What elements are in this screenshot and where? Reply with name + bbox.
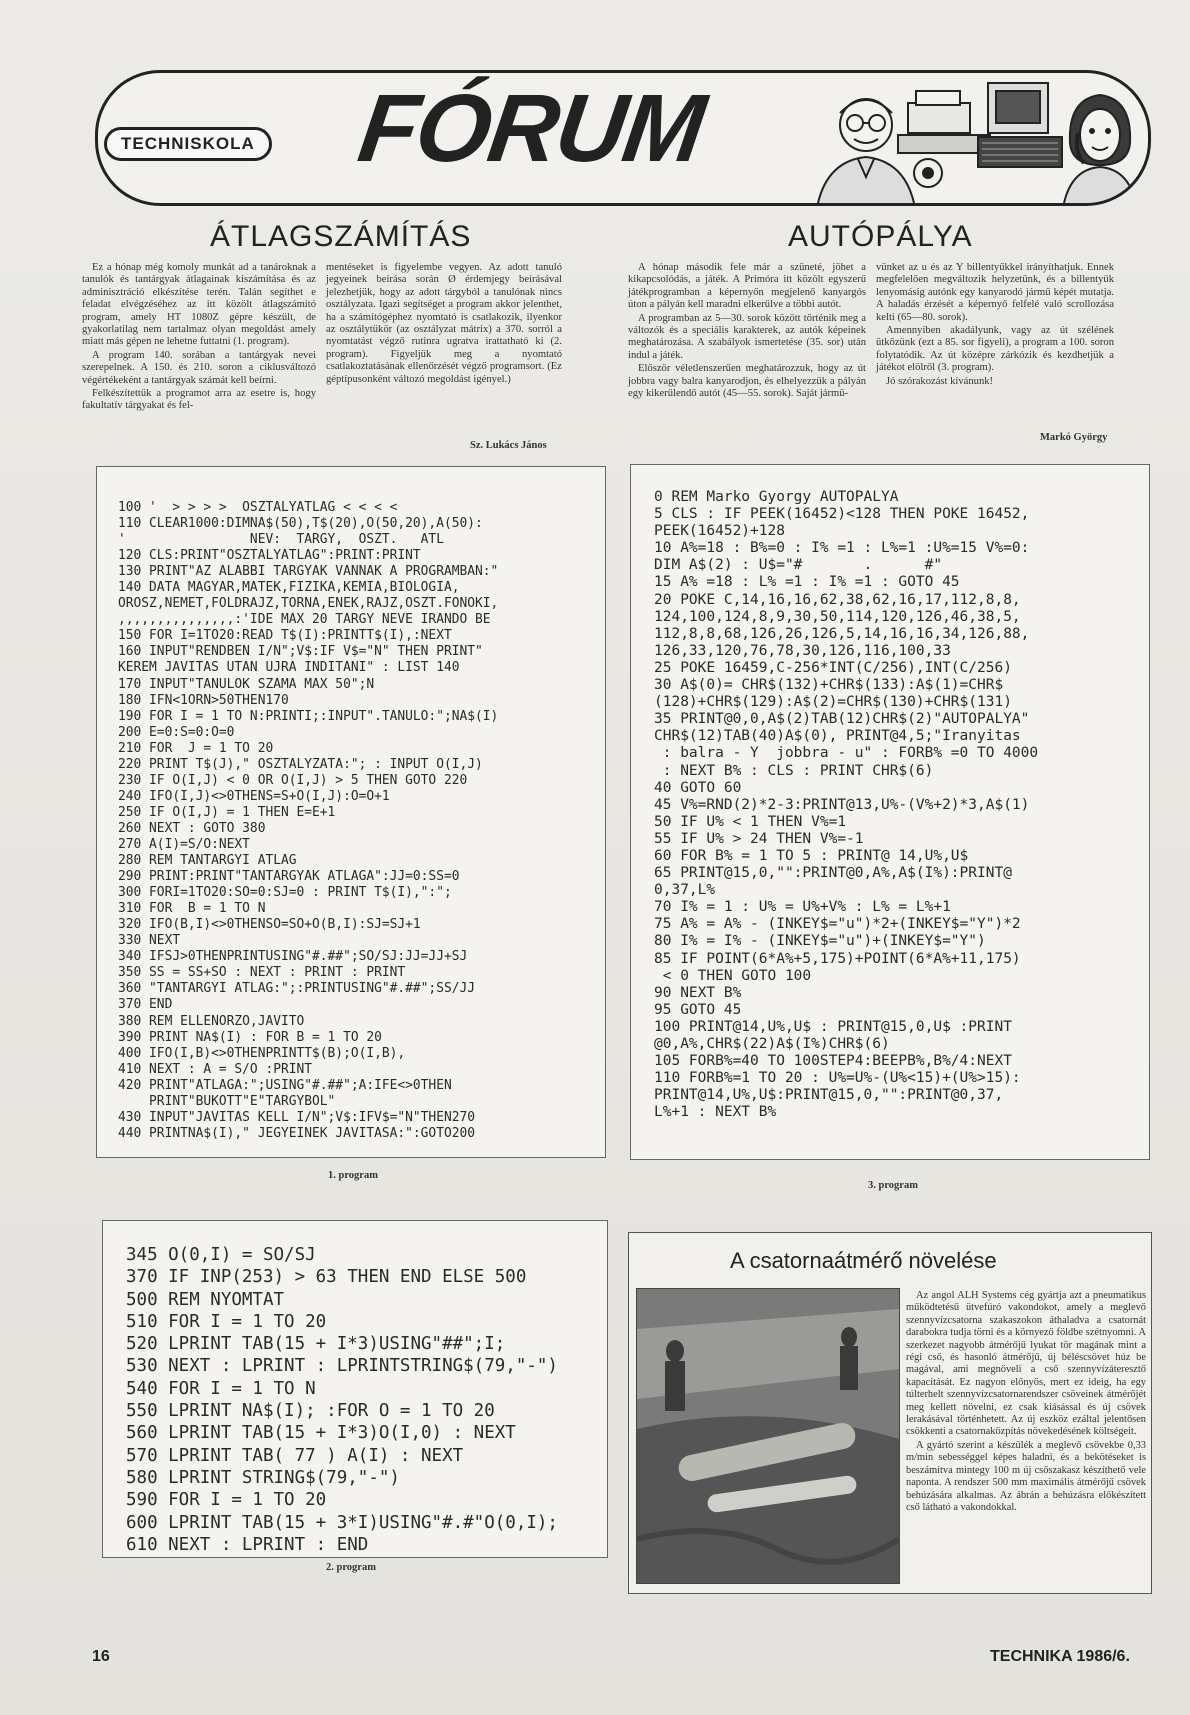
code-line: 420 PRINT"ATLAGA:";USING"#.##";A:IFE<>0THEN xyxy=(118,1077,452,1093)
news-paragraph: Az angol ALH Systems cég gyártja azt a pneumatikus működtetésű ütvefúró vakondokot, amely a meglevő szennyvízcsatorna szakaszokon áthaladva a csatornát darabokra tudja törni és a környező földbe szétnyomni. A szerkezet nagyobb átmérőjű lyukat tör magának mint a régi cső, és hasonló átmérőjű, új béléscsövet húz be magával, ami megnöveli a cső szennyvízáteresztő kapacitását. Ez nagyon előnyös, mert ez ideig, ha egy túlterhelt szennyvízcsatornarendszer csöveinek átmérőjét meg kellett növelni, ez csak kiásással és új csövek lerakásával történhetett. Az új eszköz ezáltal jelentősen csökkenti a csatornaközpítás növekedésének költségeit. xyxy=(906,1290,1146,1438)
forum-title: FÓRUM xyxy=(352,75,710,182)
code-line: PEEK(16452)+128 xyxy=(654,523,785,540)
code-line: 50 IF U% < 1 THEN V%=1 xyxy=(654,813,847,830)
code-line: : balra - Y jobbra - u" : FORB% =0 TO 4000 xyxy=(654,745,1039,762)
code-line: 345 O(0,I) = SO/SJ xyxy=(126,1245,316,1265)
program-3-code xyxy=(654,490,1038,1122)
code-line: 610 NEXT : LPRINT : END xyxy=(126,1534,369,1555)
code-line: 350 SS = SS+SO : NEXT : PRINT : PRINT xyxy=(118,965,406,981)
news-photo xyxy=(636,1288,900,1584)
atlag-signature: Sz. Lukács János xyxy=(470,440,547,451)
code-line: 160 INPUT"RENDBEN I/N";V$:IF V$="N" THEN PRINT" xyxy=(118,644,483,660)
program-2-code xyxy=(126,1247,558,1559)
code-line: 110 FORB%=1 TO 20 : U%=U%-(U%<15)+(U%>15): xyxy=(654,1070,1021,1087)
autopalya-paragraph: Jó szórakozást kívánunk! xyxy=(886,375,994,387)
code-line: : NEXT B% : CLS : PRINT CHR$(6) xyxy=(654,762,934,779)
page-number: 16 xyxy=(92,1648,110,1665)
code-line: 260 NEXT : GOTO 380 xyxy=(118,820,266,836)
code-line: 300 FORI=1TO20:SO=0:SJ=0 : PRINT T$(I),":"; xyxy=(118,885,452,901)
autopalya-paragraph: Először véletlenszerűen meghatározzuk, hogy az út jobbra vagy balra kanyarodjon, és elhelyezzük a pályán egy kikerülendő autót (45—55. sorok). Saját jármű- xyxy=(628,363,866,400)
code-line: 40 GOTO 60 xyxy=(654,779,742,796)
news-paragraph: A gyártó szerint a készülék a meglevő csövekbe 0,33 m/min sebességgel képes haladni, és a bekötéseket is beszámítva mintegy 100 m új csőszakasz készíthető vele naponta. A rendszer 500 mm maximális átmérőjű csövek behúzására alkalmas. Az ábrán a behúzásra előkészített cső látható a vakondokkal. xyxy=(906,1439,1146,1513)
code-line: 270 A(I)=S/O:NEXT xyxy=(118,836,250,852)
code-line: 5 CLS : IF PEEK(16452)<128 THEN POKE 16452, xyxy=(654,506,1030,523)
code-line: 370 END xyxy=(118,997,173,1013)
code-line: 400 IFO(I,B)<>0THENPRINTT$(B);O(I,B), xyxy=(118,1045,406,1061)
code-line: 112,8,8,68,126,26,126,5,14,16,16,34,126,88, xyxy=(654,625,1030,642)
atlag-column-2 xyxy=(326,262,562,387)
code-line: 90 NEXT B% xyxy=(654,984,742,1001)
code-line: 100 PRINT@14,U%,U$ : PRINT@15,0,U$ :PRINT xyxy=(654,1018,1012,1035)
code-line: 430 INPUT"JAVITAS KELL I/N";V$:IFV$="N"THEN270 xyxy=(118,1109,475,1125)
code-line: 35 PRINT@0,0,A$(2)TAB(12)CHR$(2)"AUTOPALYA" xyxy=(654,711,1030,728)
program-1-code xyxy=(118,502,498,1144)
autopalya-heading: AUTÓPÁLYA xyxy=(788,220,973,253)
autopalya-paragraph: Amennyiben akadályunk, vagy az út szélének ütközünk (ezt a 85. sor figyeli), a program a 100. soron folytatódik. Az út középre zárkózik és kezdhetjük a játékot elölről (3. program). xyxy=(876,325,1114,374)
autopalya-paragraph: vünket az u és az Y billentyűkkel irányíthatjuk. Ennek megfelelően megváltozik helyzetünk, és a billentyűk lenyomásig autónk egy kanyarodó jármű képét mutatja. A haladás érzését a képernyő felfelé való scrollozása kelti (65—80. sorok). xyxy=(876,262,1114,323)
code-line: 540 FOR I = 1 TO N xyxy=(126,1378,316,1399)
code-line: 340 IFSJ>0THENPRINTUSING"#.##";SO/SJ:JJ=JJ+SJ xyxy=(118,949,468,965)
code-line: 320 IFO(B,I)<>0THENSO=SO+O(B,I):SJ=SJ+1 xyxy=(118,917,421,933)
autopalya-paragraph: A hónap második fele már a szüneté, jöhet a kikapcsolódás, a játék. A Primóra itt közölt egyszerű játékprogramban a képernyőn megjelenő kanyargós úton a pályán kell maradni elkerülve a többi autót. xyxy=(628,262,866,311)
pipe-mole-photo xyxy=(637,1289,899,1583)
techniskola-badge: TECHNISKOLA xyxy=(104,127,272,161)
code-line: 105 FORB%=40 TO 100STEP4:BEEPB%,B%/4:NEXT xyxy=(654,1053,1012,1070)
code-line: 240 IFO(I,J)<>0THENS=S+O(I,J):O=O+1 xyxy=(118,788,390,804)
code-line: 120 CLS:PRINT"OSZTALYATLAG":PRINT:PRINT xyxy=(118,548,421,564)
code-line: 510 FOR I = 1 TO 20 xyxy=(126,1311,327,1332)
code-line: 310 FOR B = 1 TO N xyxy=(118,901,266,917)
code-line: L%+1 : NEXT B% xyxy=(654,1104,777,1121)
code-line: 410 NEXT : A = S/O :PRINT xyxy=(118,1061,313,1077)
code-line: KEREM JAVITAS UTAN UJRA INDITANI" : LIST 140 xyxy=(118,660,460,676)
code-line: PRINT@14,U%,U$:PRINT@15,0,"":PRINT@0,37, xyxy=(654,1087,1004,1104)
code-line: (128)+CHR$(129):A$(2)=CHR$(130)+CHR$(131) xyxy=(654,694,1012,711)
code-line: 75 A% = A% - (INKEY$="u")*2+(INKEY$="Y")*2 xyxy=(654,916,1021,933)
code-line: 500 REM NYOMTAT xyxy=(126,1289,285,1310)
news-title: A csatornaátmérő növelése xyxy=(730,1248,997,1273)
atlag-paragraph: Felkészítettük a programot arra az esetre is, hogy fakultatív tárgyakat és fel- xyxy=(82,388,316,412)
atlag-paragraph: mentéseket is figyelembe vegyen. Az adott tanuló jegyeinek beírása során Ø érdemjegy beírásával jelezhetjük, hogy az adott tárgyból a tanulónak nincs osztályzata. Igazi segítséget a program akkor jelenthet, ha a számítógéphez nyomtató is csatlakozik, ilyenkor az osztálytükör (az osztályzat mátrix) a 370. sorról a nyomtatást végző rutinra ugratva irattatható ki (2. program). Figyeljük meg a nyomtató csatlakoztatásának ellenőrzését végző programsort. (Ez géptípusonként változó megoldást igényel.) xyxy=(326,262,562,385)
code-line: 280 REM TANTARGYI ATLAG xyxy=(118,853,297,869)
program-2-caption: 2. program xyxy=(326,1562,376,1573)
code-line: 390 PRINT NA$(I) : FOR B = 1 TO 20 xyxy=(118,1029,382,1045)
code-line: 520 LPRINT TAB(15 + I*3)USING"##";I; xyxy=(126,1334,506,1355)
code-line: 140 DATA MAGYAR,MATEK,FIZIKA,KEMIA,BIOLOGIA, xyxy=(118,580,460,596)
code-line: 25 POKE 16459,C-256*INT(C/256),INT(C/256) xyxy=(654,659,1012,676)
code-line: 0 REM Marko Gyorgy AUTOPALYA xyxy=(654,489,899,505)
code-line: 10 A%=18 : B%=0 : I% =1 : L%=1 :U%=15 V%=0: xyxy=(654,540,1030,557)
code-line: 45 V%=RND(2)*2-3:PRINT@13,U%-(V%+2)*3,A$(1) xyxy=(654,796,1030,813)
code-line: 124,100,124,8,9,30,50,114,120,126,46,38,5, xyxy=(654,608,1021,625)
code-line: 100 ' > > > > OSZTALYATLAG < < < < xyxy=(118,500,398,515)
autopalya-signature: Markó György xyxy=(1040,432,1108,443)
code-line: ,,,,,,,,,,,,,,,:'IDE MAX 20 TARGY NEVE IRANDO BE xyxy=(118,612,491,628)
code-line: 130 PRINT"AZ ALABBI TARGYAK VANNAK A PROGRAMBAN:" xyxy=(118,564,499,580)
code-line: 95 GOTO 45 xyxy=(654,1001,742,1018)
code-line: 230 IF O(I,J) < 0 OR O(I,J) > 5 THEN GOTO 220 xyxy=(118,772,468,788)
code-line: 126,33,120,76,78,30,126,116,100,33 xyxy=(654,642,951,659)
code-line: 440 PRINTNA$(I)," JEGYEINEK JAVITASA:":GOTO200 xyxy=(118,1125,475,1141)
code-line: 170 INPUT"TANULOK SZAMA MAX 50";N xyxy=(118,676,375,692)
code-line: 85 IF POINT(6*A%+5,175)+POINT(6*A%+11,175) xyxy=(654,950,1021,967)
code-line: OROSZ,NEMET,FOLDRAJZ,TORNA,ENEK,RAJZ,OSZT.FONOKI, xyxy=(118,596,499,612)
code-line: 80 I% = I% - (INKEY$="u")+(INKEY$="Y") xyxy=(654,933,986,950)
code-line: < 0 THEN GOTO 100 xyxy=(654,967,812,984)
forum-masthead xyxy=(95,70,1151,206)
magazine-issue: TECHNIKA 1986/6. xyxy=(990,1648,1130,1665)
code-line: 30 A$(0)= CHR$(132)+CHR$(133):A$(1)=CHR$ xyxy=(654,677,1004,694)
code-line: 180 IFN<1ORN>50THEN170 xyxy=(118,692,289,708)
code-line: 60 FOR B% = 1 TO 5 : PRINT@ 14,U%,U$ xyxy=(654,847,969,864)
code-line: 65 PRINT@15,0,"":PRINT@0,A%,A$(I%):PRINT@ xyxy=(654,865,1012,882)
code-line: 250 IF O(I,J) = 1 THEN E=E+1 xyxy=(118,804,336,820)
code-line: 210 FOR J = 1 TO 20 xyxy=(118,740,274,756)
code-line: @0,A%,CHR$(22)A$(I%)CHR$(6) xyxy=(654,1036,890,1052)
program-1-caption: 1. program xyxy=(328,1170,378,1181)
code-line: 55 IF U% > 24 THEN V%=-1 xyxy=(654,830,864,847)
code-line: 0,37,L% xyxy=(654,882,716,899)
code-line: 600 LPRINT TAB(15 + 3*I)USING"#.#"O(0,I); xyxy=(126,1512,558,1533)
computer-users-illustration xyxy=(788,73,1143,203)
code-line: 370 IF INP(253) > 63 THEN END ELSE 500 xyxy=(126,1267,527,1288)
autopalya-paragraph: A programban az 5—30. sorok között történik meg a változók és a speciális karakterek, az autók képeinek meghatározása. A szabályok ismertetése (35. sor) után indul a játék. xyxy=(628,312,866,361)
code-line: 150 FOR I=1TO20:READ T$(I):PRINTT$(I),:NEXT xyxy=(118,628,452,644)
code-line: 380 REM ELLENORZO,JAVITO xyxy=(118,1013,305,1029)
atlag-column-1 xyxy=(82,262,316,414)
code-line: CHR$(12)TAB(40)A$(0), PRINT@4,5;"Iranyitas xyxy=(654,728,1021,745)
code-line: 110 CLEAR1000:DIMNA$(50),T$(20),O(50,20),A(50): xyxy=(118,516,483,532)
code-line: 70 I% = 1 : U% = U%+V% : L% = L%+1 xyxy=(654,899,951,916)
code-line: PRINT"BUKOTT"E"TARGYBOL" xyxy=(118,1093,336,1109)
code-line: 20 POKE C,14,16,16,62,38,62,16,17,112,8,8, xyxy=(654,591,1021,608)
code-line: DIM A$(2) : U$="# . #" xyxy=(654,557,943,574)
code-line: 200 E=0:S=0:O=0 xyxy=(118,724,235,740)
code-line: 570 LPRINT TAB( 77 ) A(I) : NEXT xyxy=(126,1445,464,1466)
atlag-paragraph: Ez a hónap még komoly munkát ad a tanároknak a tanulók és tantárgyak átlagainak kiszámítása és az adminisztráció elkészítése terén. Talán segíthet e feladat elvégzéséhez az itt közölt átlagszámító program, amely HT 1080Z gépre készült, de gyakorlatilag nem tartalmaz olyan megoldást amely miatt más gépen ne lehetne futtatni (1. program). xyxy=(82,262,316,348)
autopalya-column-1 xyxy=(628,262,866,401)
news-text xyxy=(906,1290,1146,1515)
code-line: 290 PRINT:PRINT"TANTARGYAK ATLAGA":JJ=0:SS=0 xyxy=(118,869,460,885)
code-line: 220 PRINT T$(J)," OSZTALYZATA:"; : INPUT O(I,J) xyxy=(118,756,483,772)
code-line: 580 LPRINT STRING$(79,"-") xyxy=(126,1467,400,1488)
code-line: 360 "TANTARGYI ATLAG:";:PRINTUSING"#.##";SS/JJ xyxy=(118,981,475,997)
atlag-paragraph: A program 140. sorában a tantárgyak nevei szerepelnek. A 150. és 210. soron a ciklusváltozó végértékeként a tantárgyak számát kell beírni. xyxy=(82,349,316,386)
code-line: 530 NEXT : LPRINT : LPRINTSTRING$(79,"-") xyxy=(126,1356,558,1377)
code-line: 590 FOR I = 1 TO 20 xyxy=(126,1490,327,1511)
code-line: 15 A% =18 : L% =1 : I% =1 : GOTO 45 xyxy=(654,574,960,591)
code-line: ' NEV: TARGY, OSZT. ATL xyxy=(118,532,444,548)
code-line: 550 LPRINT NA$(I); :FOR O = 1 TO 20 xyxy=(126,1401,495,1422)
code-line: 190 FOR I = 1 TO N:PRINTI;:INPUT".TANULO:";NA$(I) xyxy=(118,708,499,724)
program-3-caption: 3. program xyxy=(868,1180,918,1191)
atlag-heading: ÁTLAGSZÁMÍTÁS xyxy=(210,220,472,253)
autopalya-column-2 xyxy=(876,262,1114,389)
code-line: 330 NEXT xyxy=(118,933,181,949)
code-line: 560 LPRINT TAB(15 + I*3)O(I,0) : NEXT xyxy=(126,1423,516,1444)
